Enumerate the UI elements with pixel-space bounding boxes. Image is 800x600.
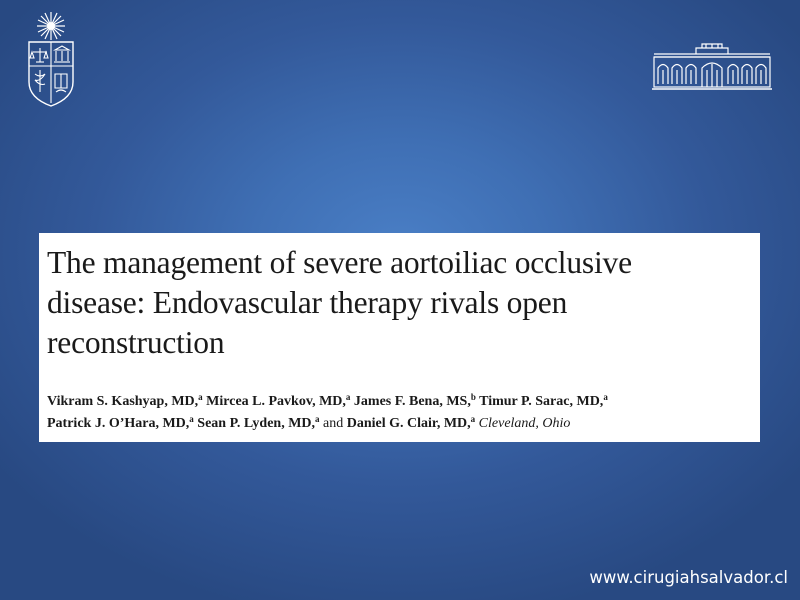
paper-location: Cleveland, Ohio: [478, 416, 571, 431]
author-affiliation: a: [189, 414, 194, 424]
authors-line: [47, 413, 760, 435]
author-name: Timur P. Sarac, MD,: [479, 394, 604, 409]
author-affiliation: a: [603, 392, 608, 402]
author-name: Patrick J. O’Hara, MD,: [47, 416, 190, 431]
paper-citation-card: [39, 233, 760, 442]
author-name: James F. Bena, MS,: [353, 394, 471, 409]
paper-title-line: disease: Endovascular therapy rivals open: [47, 285, 568, 320]
authors-conjunction: and: [323, 416, 344, 431]
author-name: Daniel G. Clair, MD,: [346, 416, 471, 431]
paper-title-line: The management of severe aortoiliac occlusive: [47, 245, 632, 280]
author-name: Sean P. Lyden, MD,: [197, 416, 316, 431]
authors-line: [47, 391, 760, 413]
website-url: www.cirugiahsalvador.cl: [589, 568, 788, 587]
author-affiliation: a: [315, 414, 320, 424]
author-affiliation: a: [470, 414, 476, 424]
author-affiliation: b: [470, 392, 476, 402]
paper-title-line: reconstruction: [47, 325, 225, 360]
author-name: Vikram S. Kashyap, MD,: [47, 394, 199, 409]
author-affiliation: a: [345, 392, 351, 402]
university-crest-icon: [21, 10, 81, 110]
paper-title: [47, 243, 760, 363]
author-affiliation: a: [198, 392, 203, 402]
paper-authors: [47, 391, 760, 435]
author-name: Mircea L. Pavkov, MD,: [206, 394, 346, 409]
hospital-building-icon: [652, 42, 772, 94]
